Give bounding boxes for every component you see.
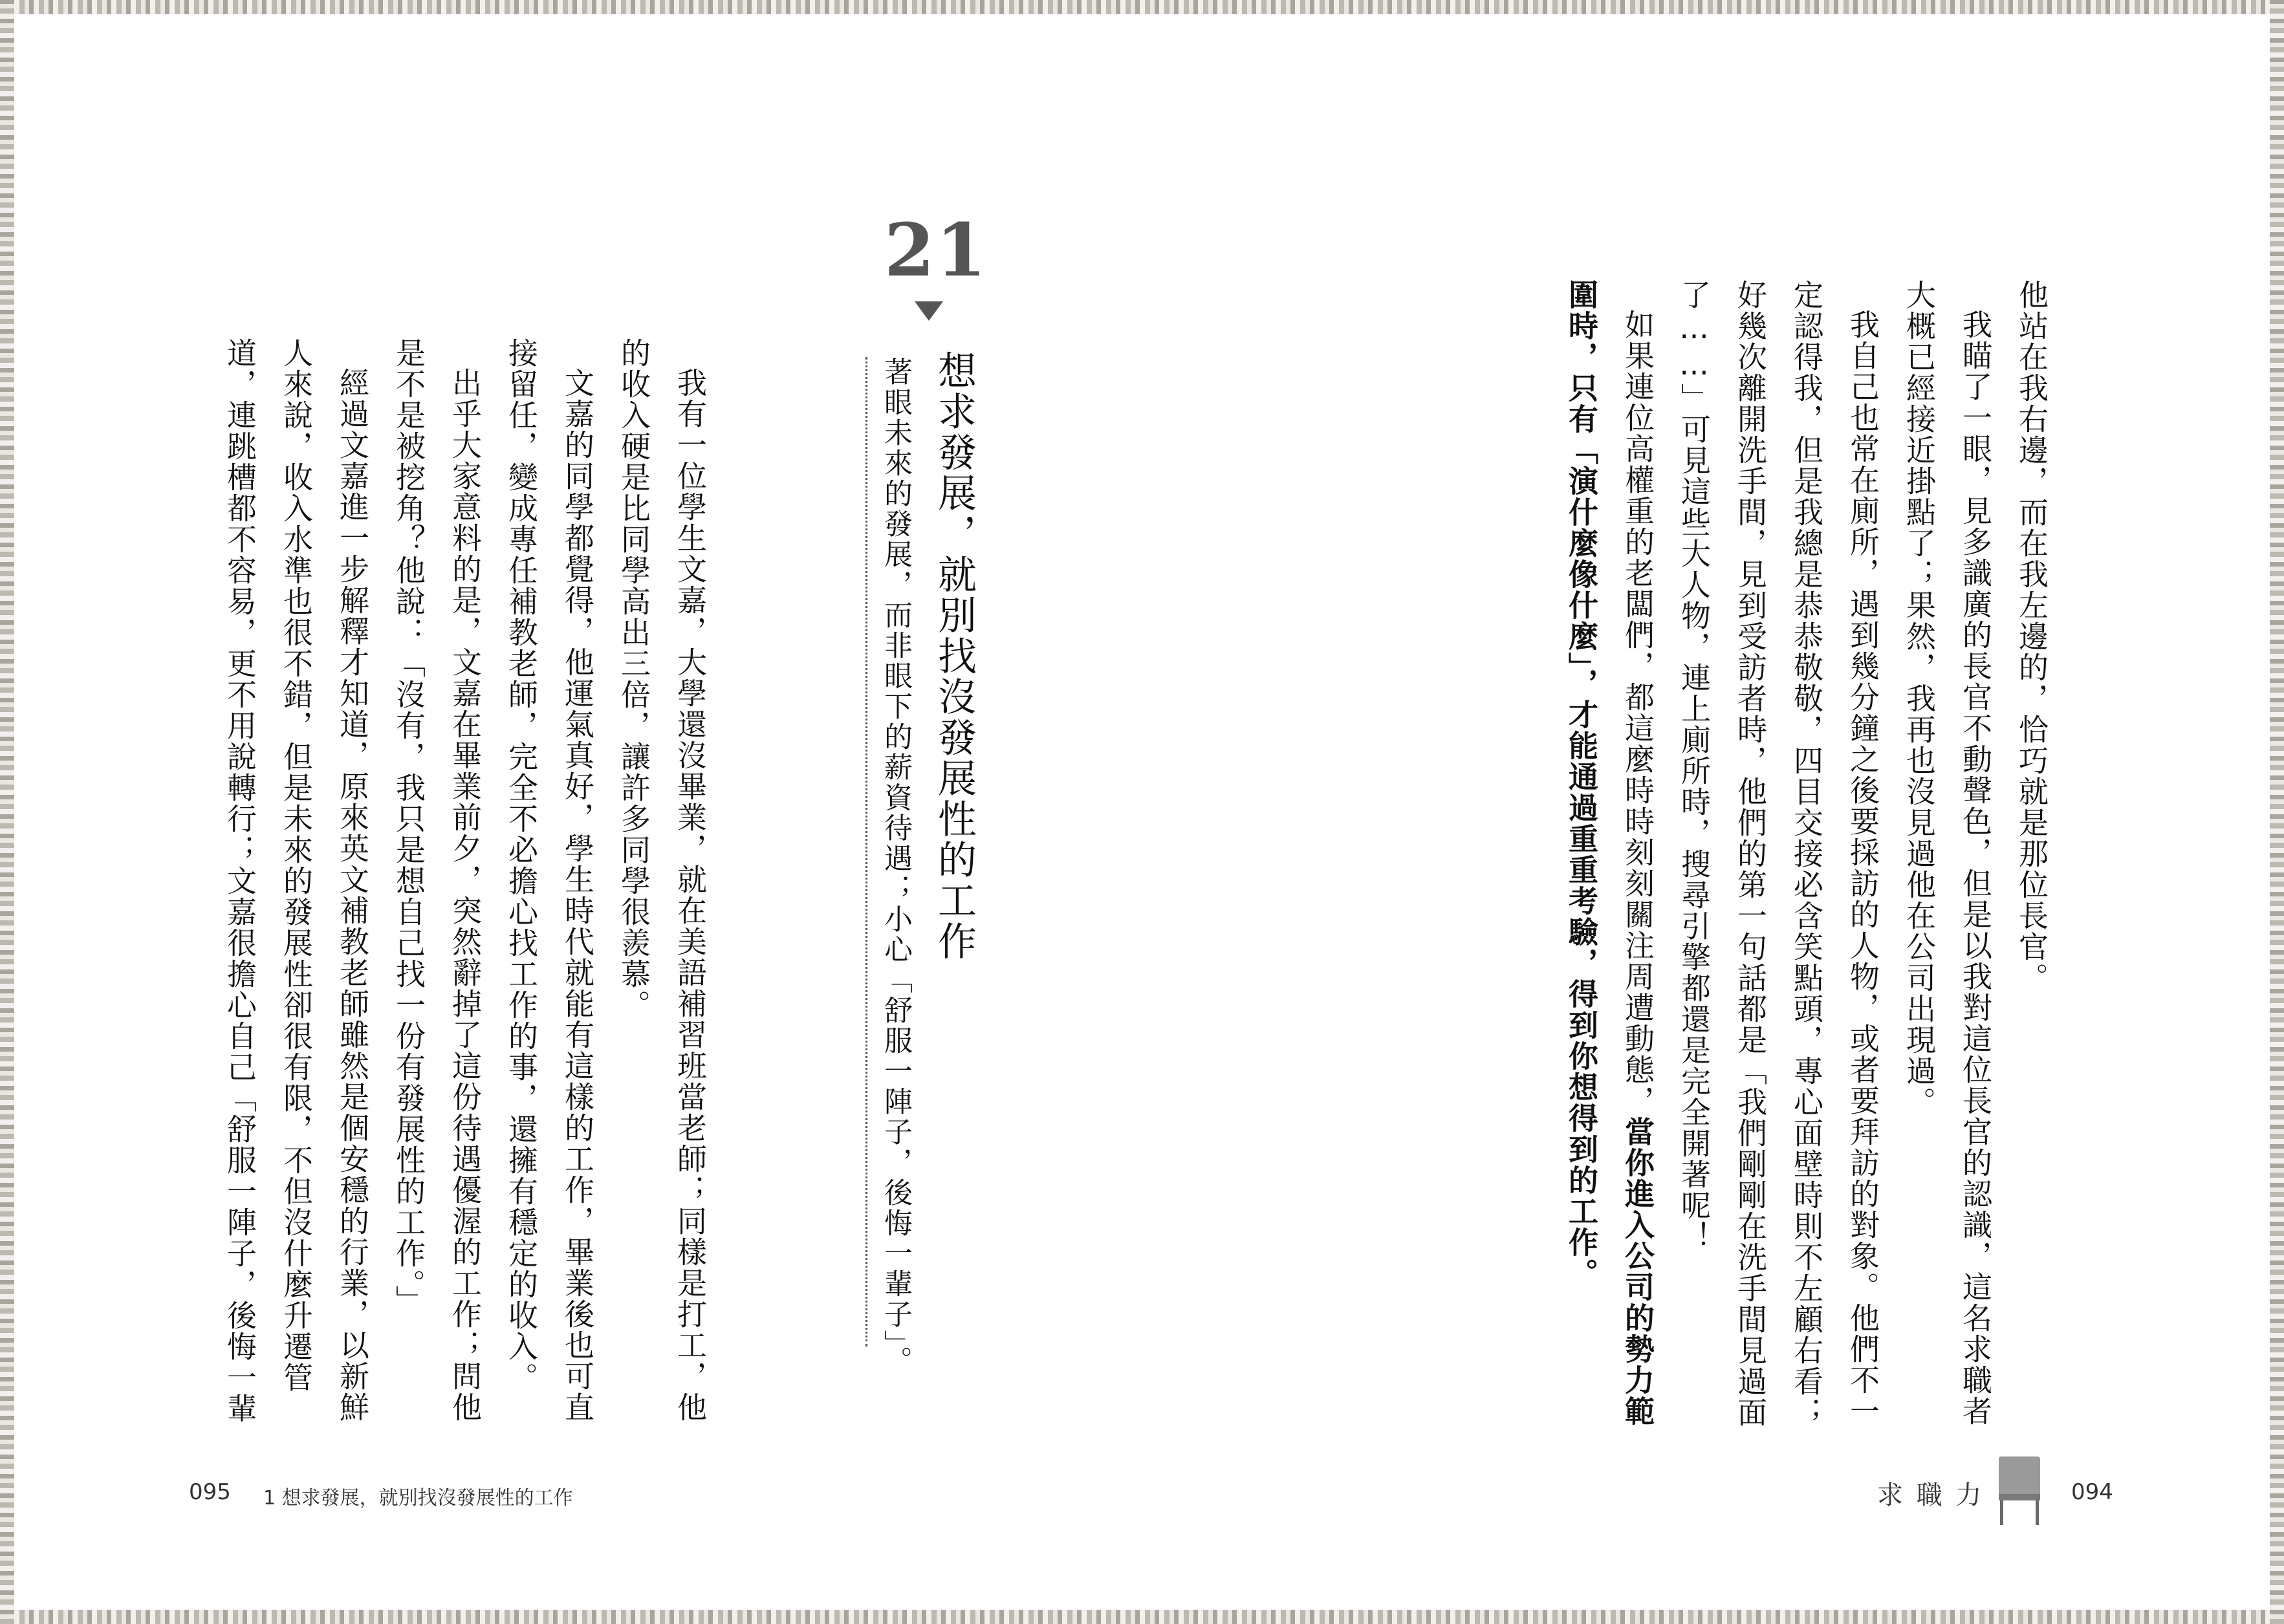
- left-paragraph-2: 文嘉的同學都覺得，他運氣真好，學生時代就能有這樣的工作，畢業後也可直接留任，變成專任補教老師，完全不必擔心找工作的事，還擁有穩定的收入。: [504, 338, 595, 1423]
- right-paragraph-3: 我自己也常在廁所，遇到幾分鐘之後要採訪的人物，或者要拜訪的對象。他們不一定認得我，但是我總是恭恭敬敬，四目交接必含笑點頭，專心面壁時則不左顧右看；好幾次離開洗手間，見到受訪者時，他們的第一句話都是「我們剛剛在洗手間見過面了……」可見這些大人物，連上廁所時，搜尋引擎都還是完全開著呢！: [1677, 279, 1880, 1428]
- right-paragraph-4-bold: 當你進入公司的勢力範圍時，只有「演什麼像什麼」，才能通過重重考驗，得到你想得到的工作。: [1564, 279, 1655, 1427]
- chair-icon: [1994, 1455, 2045, 1529]
- right-paragraph-4-normal: 如果連位高權重的老闆們，都這麼時時刻刻關注周遭動態，: [1620, 309, 1655, 1116]
- left-running-title: 1 想求發展，就別找沒發展性的工作: [263, 1487, 573, 1510]
- right-border: [2270, 0, 2284, 1624]
- right-paragraph-2: 我瞄了一眼，見多識廣的長官不動聲色，但是以我對這位長官的認識，這名求職者大概已經接近掛點了；果然，我再也沒見過他在公司出現過。: [1902, 279, 1993, 1427]
- left-paragraph-3: 出乎大家意料的是，文嘉在畢業前夕，突然辭掉了這份待遇優渥的工作；問他是不是被挖角？他說：「沒有，我只是想自己找一份有發展性的工作。」: [391, 338, 483, 1423]
- right-paragraph-1: 他站在我右邊，而在我左邊的，恰巧就是那位長官。: [2014, 279, 2049, 993]
- left-border: [0, 0, 14, 1624]
- triangle-down-icon: [915, 301, 943, 321]
- right-page-number: 094: [2071, 1479, 2113, 1505]
- chapter-title: 想求發展，就別找沒發展性的工作: [931, 351, 977, 962]
- left-page-body: [212, 338, 718, 1437]
- right-page-body: [1553, 279, 2060, 1444]
- left-paragraph-4: 經過文嘉進一步解釋才知道，原來英文補教老師雖然是個安穩的行業，以新鮮人來說，收入水準也很不錯，但是未來的發展性卻很有限，不但沒什麼升遷管道，連跳槽都不容易，更不用說轉行；文嘉很擔心自己「舒服一陣子，後悔一輩: [223, 338, 370, 1424]
- top-border: [0, 0, 2284, 14]
- left-paragraph-1: 我有一位學生文嘉，大學還沒畢業，就在美語補習班當老師；同樣是打工，他的收入硬是比同學高出三倍，讓許多同學很羨慕。: [616, 338, 708, 1423]
- dotted-divider: [865, 357, 867, 1347]
- book-spread: [14, 14, 2270, 1610]
- chapter-number: 21: [884, 208, 988, 293]
- left-page-number: 095: [189, 1479, 231, 1505]
- right-paragraph-4: [1553, 279, 1666, 1444]
- chapter-subtitle: 著眼未來的發展，而非眼下的薪資待遇；小心「舒服一陣子，後悔一輩子」。: [879, 357, 912, 1376]
- right-running-label: 求 職 力: [1877, 1480, 1985, 1510]
- bottom-border: [0, 1610, 2284, 1624]
